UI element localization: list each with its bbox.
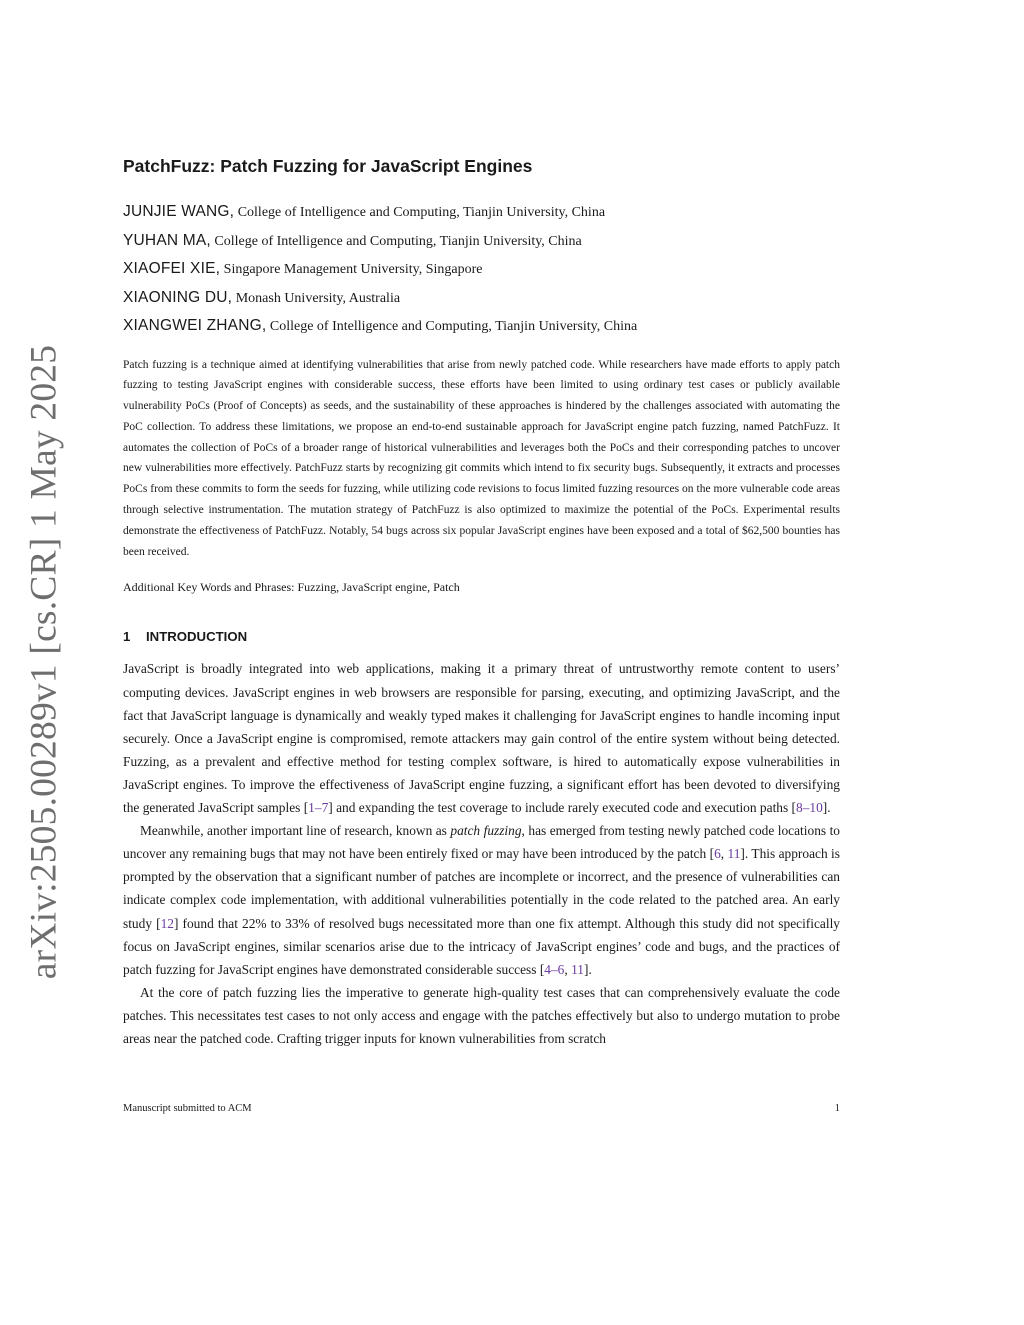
paper-body: [123, 152, 840, 1050]
author-entry: [123, 227, 840, 256]
author-entry: [123, 198, 840, 227]
intro-paragraph-3: At the core of patch fuzzing lies the imperative to generate high-quality test cases that can comprehensively evaluate the code patches. This necessitates test cases to not only access and engage with the patches effectively but also to undergo mutation to probe areas near the patched code. Crafting trigger inputs for known vulnerabilities from scratch: [123, 984, 840, 1046]
author-list: [123, 198, 840, 341]
intro-paragraph-1: [123, 657, 840, 819]
citation-link[interactable]: 11: [571, 961, 584, 977]
keywords: Additional Key Words and Phrases: Fuzzing, JavaScript engine, Patch: [123, 580, 460, 595]
paragraph-text: ] found that 22% to 33% of resolved bugs necessitated more than one fix attempt. Although this study did not specifically focus on JavaScript engines, similar scenarios arise due to the intricacy of JavaScript engines’ code and bugs, and the practices of patch fuzzing for JavaScript engines have demonstrated considerable success [: [123, 915, 840, 977]
section-heading: [123, 627, 840, 647]
arxiv-stamp: arXiv:2505.00289v1 [cs.CR] 1 May 2025: [23, 344, 65, 980]
paragraph-text: ] and expanding the test coverage to include rarely executed code and execution paths [: [328, 800, 796, 816]
author-affiliation: Singapore Management University, Singapore: [223, 262, 483, 277]
author-entry: [123, 312, 840, 341]
citation-link[interactable]: 12: [160, 915, 174, 931]
paragraph-text: JavaScript is broadly integrated into web applications, making it a primary threat of untrustworthy remote content to users’ computing devices. JavaScript engines in web browsers are responsible for parsing, executing, and optimizing JavaScript, and the fact that JavaScript language is dynamically and weakly typed makes it challenging for JavaScript engines to handle incoming input securely. Once a JavaScript engine is compromised, remote attackers may gain control of the entire system without being detected. Fuzzing, as a prevalent and effective method for testing complex software, is hired to automatically expose vulnerabilities in JavaScript engines. To improve the effectiveness of JavaScript engine fuzzing, a significant effort has been devoted to diversifying the generated JavaScript samples [: [123, 661, 840, 816]
paragraph-text: ]. This approach is prompted by the observation that a significant number of patches are incomplete or incorrect, and the presence of vulnerabilities can indicate complex code implementation, with additional vulnerabilities potentially in the code related to the patched area. An early study [: [123, 846, 840, 931]
author-name: XIAONING DU,: [123, 288, 233, 306]
page-number: 1: [834, 1103, 840, 1114]
intro-paragraph-2: [123, 819, 840, 981]
author-name: XIANGWEI ZHANG,: [123, 317, 267, 334]
paragraph-text: ].: [822, 800, 831, 816]
citation-link[interactable]: 8–10: [796, 800, 823, 816]
section-number: 1: [123, 629, 131, 645]
citation-link[interactable]: 11: [727, 846, 741, 862]
emphasized-term: patch fuzzing: [450, 823, 522, 839]
author-name: XIAOFEI XIE,: [123, 260, 221, 277]
paragraph-text: Meanwhile, another important line of research, known as: [140, 823, 451, 839]
section-title: INTRODUCTION: [146, 629, 248, 645]
paper-title: PatchFuzz: Patch Fuzzing for JavaScript Engines: [123, 156, 533, 176]
author-entry: [123, 284, 840, 313]
citation-link[interactable]: 4–6: [544, 961, 565, 977]
author-name: JUNJIE WANG,: [123, 203, 235, 220]
footer-venue: Manuscript submitted to ACM: [123, 1103, 252, 1114]
citation-separator: ,: [720, 846, 728, 862]
citation-separator: ,: [564, 961, 572, 977]
author-name: YUHAN MA,: [123, 231, 211, 249]
citation-link[interactable]: 1–7: [308, 800, 329, 816]
paragraph-text: ].: [583, 961, 592, 977]
paragraph-text: , has emerged from testing newly patched code locations to uncover any remaining bugs that may not have been entirely fixed or may have been introduced by the patch [: [123, 823, 840, 862]
abstract: Patch fuzzing is a technique aimed at identifying vulnerabilities that arise from newly patched code. While researchers have made efforts to apply patch fuzzing to testing JavaScript engines with considerable success, these efforts have been limited to using ordinary test cases or publicly available vulnerability PoCs (Proof of Concepts) as seeds, and the sustainability of these approaches is hindered by the challenges associated with automating the PoC collection. To address these limitations, we propose an end-to-end sustainable approach for JavaScript engine patch fuzzing, named PatchFuzz. It automates the collection of PoCs of a broader range of historical vulnerabilities and leverages both the PoCs and their corresponding patches to uncover new vulnerabilities more effectively. PatchFuzz starts by recognizing git commits which intend to fix security bugs. Subsequently, it extracts and processes PoCs from these commits to form the seeds for fuzzing, while utilizing code revisions to focus limited fuzzing resources on the more vulnerable code areas through selective instrumentation. The mutation strategy of PatchFuzz is also optimized to maximize the potential of the PoCs. Experimental results demonstrate the effectiveness of PatchFuzz. Notably, 54 bugs across six popular JavaScript engines have been exposed and a total of $62,500 bounties has been received.: [123, 358, 840, 558]
author-entry: [123, 255, 840, 284]
citation-link[interactable]: 6: [714, 846, 721, 862]
author-affiliation: Monash University, Australia: [235, 290, 401, 306]
author-affiliation: College of Intelligence and Computing, Tianjin University, China: [237, 205, 606, 220]
author-affiliation: College of Intelligence and Computing, Tianjin University, China: [214, 233, 582, 249]
author-affiliation: College of Intelligence and Computing, Tianjin University, China: [269, 319, 638, 334]
